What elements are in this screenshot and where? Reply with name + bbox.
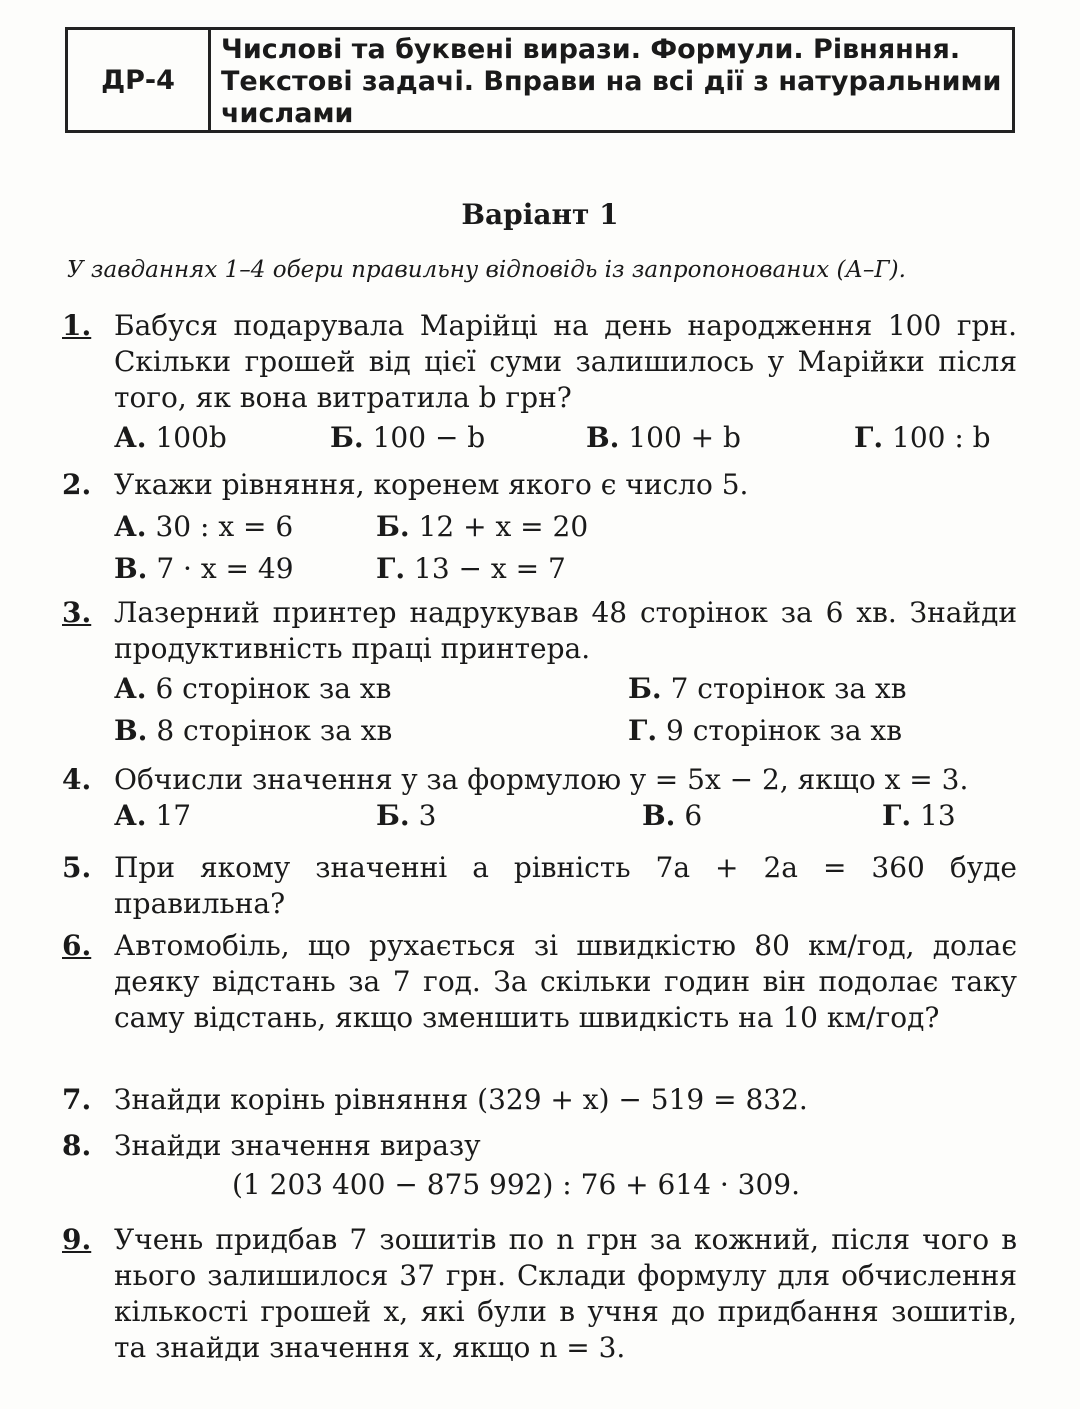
answer-options [114, 420, 1017, 462]
option-b: Б. 12 + x = 20 [376, 510, 589, 543]
option-a: А. 30 : x = 6 [114, 510, 294, 543]
task-text: Знайди корінь рівняння (329 + x) − 519 = 832. [114, 1083, 808, 1116]
task-number: 8. [62, 1129, 92, 1162]
task-number: 7. [62, 1083, 92, 1116]
work-code: ДР-4 [68, 30, 211, 130]
answer-options [114, 671, 1017, 713]
task-text: Лазерний принтер надрукував 48 сторінок за 6 хв. Знайди продуктивність праці принтера. [114, 596, 1017, 665]
task-1 [62, 308, 1017, 462]
task-6 [62, 928, 1017, 1036]
task-number: 9. [62, 1223, 92, 1256]
option-v: В. 8 сторінок за хв [114, 714, 393, 747]
option-a: А. 17 [114, 799, 192, 832]
option-b: Б. 100 − b [330, 421, 486, 454]
answer-options [114, 551, 1017, 593]
task-8 [62, 1128, 1017, 1164]
option-b: Б. 7 сторінок за хв [628, 672, 907, 705]
answer-options [114, 798, 1017, 840]
option-a: А. 6 сторінок за хв [114, 672, 392, 705]
task-2 [62, 467, 1017, 593]
task-number: 1. [62, 309, 92, 342]
option-a: А. 100b [114, 421, 227, 454]
task-4 [62, 762, 1017, 840]
option-g: Г. 100 : b [854, 421, 991, 454]
task-text: При якому значенні a рівність 7a + 2a = 360 буде правильна? [114, 851, 1017, 920]
option-g: Г. 13 − x = 7 [376, 552, 566, 585]
answer-options [114, 713, 1017, 755]
task-number: 5. [62, 851, 92, 884]
answer-options [114, 509, 1017, 551]
task-text: Учень придбав 7 зошитів по n грн за кожний, після чого в нього залишилося 37 грн. Склади формулу для обчислення кількості грошей x, які були в учня до придбання зошитів, та знайди значення x, якщо n = 3. [114, 1223, 1017, 1364]
task-number: 2. [62, 468, 92, 501]
task-text: Автомобіль, що рухається зі швидкістю 80 км/год, долає деяку відстань за 7 год. За скільки годин він подолає таку саму відстань, якщо зменшить швидкість на 10 км/год? [114, 929, 1017, 1034]
task-number: 3. [62, 596, 92, 629]
task-text: Бабуся подарувала Марійці на день народження 100 грн. Скільки грошей від цієї суми залишилось у Марійки після того, як вона витратила b грн? [114, 309, 1017, 414]
task-number: 4. [62, 763, 92, 796]
task-number: 6. [62, 929, 92, 962]
option-b: Б. 3 [376, 799, 437, 832]
task-text: Знайди значення виразу [114, 1129, 481, 1162]
title-box [65, 27, 1015, 133]
task-3 [62, 595, 1017, 755]
option-v: В. 7 · x = 49 [114, 552, 294, 585]
task-8-expression: (1 203 400 − 875 992) : 76 + 614 · 309. [232, 1168, 801, 1201]
option-g: Г. 13 [882, 799, 956, 832]
option-v: В. 6 [642, 799, 703, 832]
work-title: Числові та буквені вирази. Формули. Рівняння. Текстові задачі. Вправи на всі дії з натуральними числами [221, 34, 1002, 129]
task-9 [62, 1222, 1017, 1366]
task-text: Укажи рівняння, коренем якого є число 5. [114, 468, 749, 501]
task-text: Обчисли значення y за формулою y = 5x − 2, якщо x = 3. [114, 763, 969, 796]
task-5 [62, 850, 1017, 922]
instruction: У завданнях 1–4 обери правильну відповідь із запропонованих (А–Г). [67, 257, 906, 283]
option-g: Г. 9 сторінок за хв [628, 714, 902, 747]
variant-heading: Варіант 1 [461, 198, 619, 231]
task-7 [62, 1082, 1017, 1118]
option-v: В. 100 + b [586, 421, 741, 454]
